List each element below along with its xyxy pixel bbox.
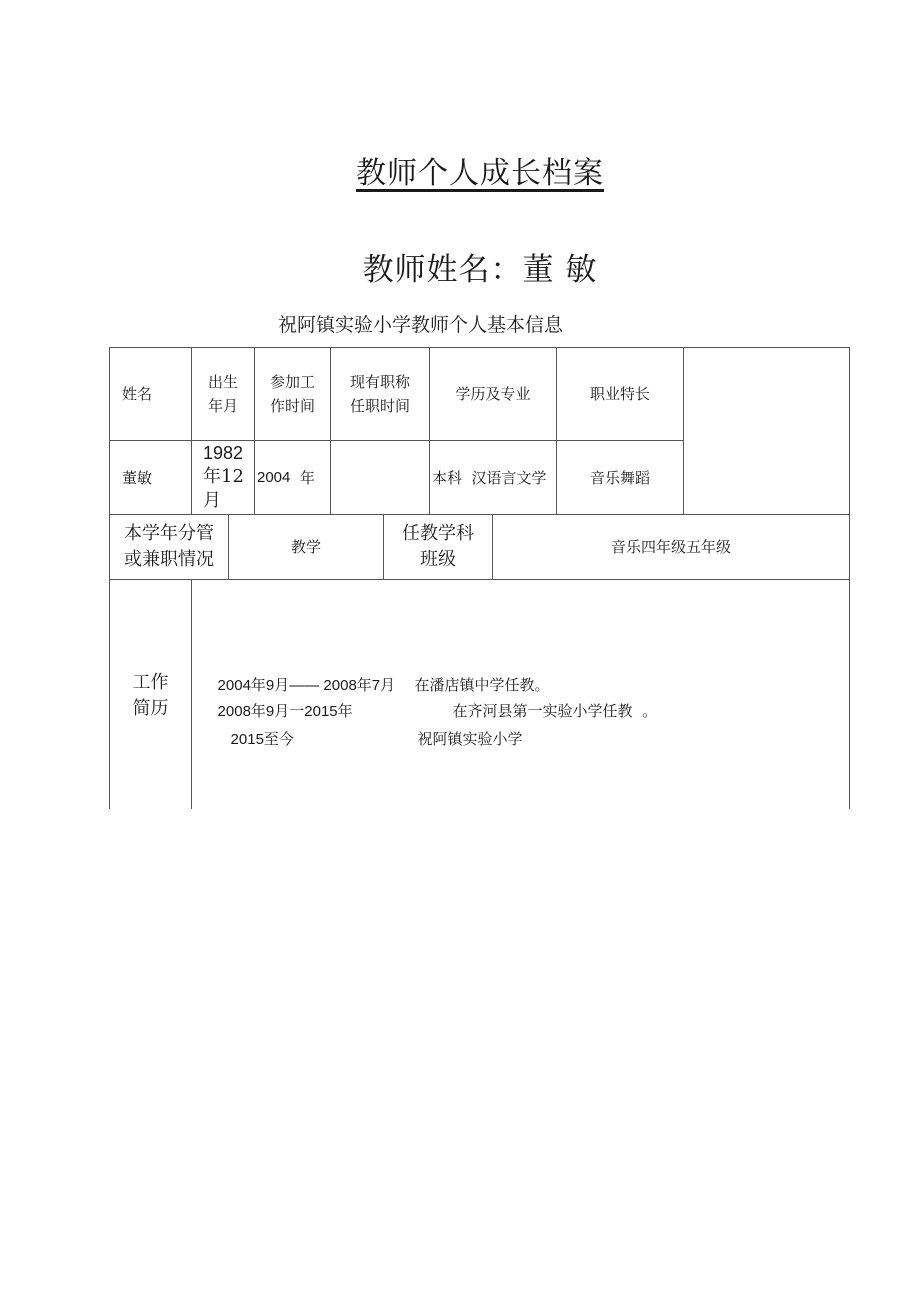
value-duty-text: 教学 bbox=[290, 538, 321, 556]
header-birth-line1: 出生 bbox=[207, 373, 238, 391]
table-border-right bbox=[849, 347, 850, 809]
header-name-text: 姓名 bbox=[122, 385, 153, 403]
header-specialty-text: 职业特长 bbox=[589, 385, 650, 403]
label-duty-line2: 或兼职情况 bbox=[124, 549, 214, 570]
resume-period: 2008年9月一2015年 bbox=[217, 703, 353, 720]
header-education-text: 学历及专业 bbox=[455, 385, 531, 403]
resume-place: 在齐河县第一实验小学任教 。 bbox=[452, 702, 658, 720]
label-resume bbox=[110, 580, 191, 809]
resume-period: 2004年9月—— 2008年7月 bbox=[217, 677, 396, 694]
label-resume-line1: 工作 bbox=[132, 672, 169, 693]
label-subject bbox=[384, 515, 492, 579]
document-title: 教师个人成长档案 bbox=[356, 156, 604, 191]
label-duty-line1: 本学年分管 bbox=[124, 523, 214, 544]
header-title-line1: 现有职称 bbox=[349, 373, 410, 391]
value-birth-line2: 年12 bbox=[203, 466, 244, 487]
label-resume-line2: 简历 bbox=[132, 698, 169, 719]
header-title-line2: 任职时间 bbox=[349, 397, 410, 415]
value-subject-text: 音乐四年级五年级 bbox=[610, 538, 731, 556]
value-specialty bbox=[557, 441, 683, 514]
value-subject bbox=[493, 515, 849, 579]
resume-period: 2015至今 bbox=[230, 731, 294, 748]
resume-entry bbox=[221, 710, 294, 749]
value-work-start-year: 2004 bbox=[257, 468, 291, 486]
value-education-text: 本科 汉语言文学 bbox=[432, 468, 547, 487]
header-specialty bbox=[557, 348, 683, 440]
resume-entry-place bbox=[408, 710, 523, 749]
label-subject-line2: 班级 bbox=[420, 549, 456, 570]
value-education bbox=[430, 441, 556, 514]
col-divider bbox=[683, 347, 684, 514]
value-work-start-unit: 年 bbox=[299, 468, 315, 487]
label-duty bbox=[110, 515, 228, 579]
header-work-start-line2: 作时间 bbox=[269, 397, 315, 415]
value-duty bbox=[229, 515, 383, 579]
row-divider-3 bbox=[109, 579, 850, 580]
resume-place: 在潘店镇中学任教。 bbox=[414, 676, 550, 694]
header-work-start bbox=[255, 348, 330, 440]
value-name-text: 董敏 bbox=[122, 468, 153, 487]
teacher-name-line: 教师姓名：董 敏 bbox=[362, 252, 598, 288]
value-birth-line1: 1982 bbox=[203, 443, 244, 463]
header-name bbox=[110, 348, 191, 440]
value-specialty-text: 音乐舞蹈 bbox=[589, 468, 650, 487]
value-title-date bbox=[331, 441, 429, 514]
label-subject-line1: 任教学科 bbox=[402, 523, 474, 544]
header-education bbox=[430, 348, 556, 440]
header-title bbox=[331, 348, 429, 440]
value-name bbox=[110, 441, 191, 514]
col-divider bbox=[191, 579, 192, 809]
header-birth bbox=[192, 348, 254, 440]
table-caption: 祝阿镇实验小学教师个人基本信息 bbox=[278, 314, 564, 336]
header-birth-line2: 年月 bbox=[207, 397, 238, 415]
header-work-start-line1: 参加工 bbox=[269, 373, 315, 391]
value-birth-line3: 月 bbox=[203, 490, 221, 511]
value-work-start bbox=[255, 441, 330, 514]
value-birth bbox=[192, 441, 254, 514]
resume-place: 祝阿镇实验小学 bbox=[417, 730, 523, 748]
